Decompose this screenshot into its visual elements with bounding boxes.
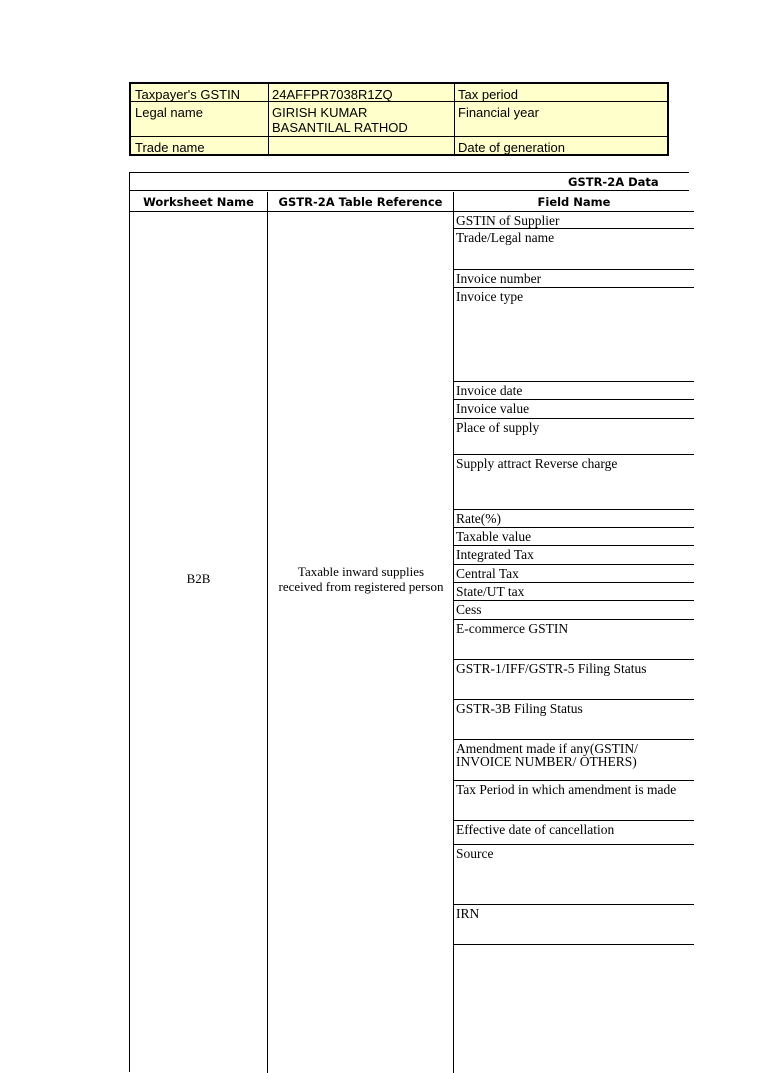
table-title: GSTR-2A Data (130, 173, 689, 191)
field-row: Invoice date (454, 382, 694, 400)
field-row: GSTR-1/IFF/GSTR-5 Filing Status (454, 660, 694, 700)
field-row: Trade/Legal name (454, 229, 694, 270)
field-row: Cess (454, 601, 694, 620)
field-row: Integrated Tax (454, 546, 694, 565)
field-row: GSTR-3B Filing Status (454, 700, 694, 740)
field-row: Invoice value (454, 400, 694, 419)
field-row: Central Tax (454, 565, 694, 583)
tax-period-label: Tax period (458, 87, 518, 102)
field-row: GSTIN of Supplier (454, 212, 694, 229)
table-reference-cell (278, 212, 444, 945)
legal-name-value: GIRISH KUMAR BASANTILAL RATHOD (272, 105, 408, 135)
field-row: IRN (454, 905, 694, 945)
field-row: Tax Period in which amendment is made (454, 781, 694, 821)
field-row: Taxable value (454, 528, 694, 546)
date-of-generation-label: Date of generation (458, 140, 565, 155)
table-reference: Taxable inward supplies received from registered person (278, 563, 444, 594)
trade-name-value (269, 138, 275, 142)
column-header-reference: GSTR-2A Table Reference (268, 192, 454, 212)
gstr2a-data-table (129, 172, 689, 1072)
field-row: Invoice type (454, 288, 694, 382)
field-row: Supply attract Reverse charge (454, 455, 694, 510)
financial-year-label: Financial year (458, 105, 539, 120)
field-row: State/UT tax (454, 583, 694, 601)
column-header-worksheet: Worksheet Name (130, 192, 268, 212)
worksheet-name-cell (130, 212, 267, 945)
field-row: Source (454, 845, 694, 905)
gstin-label: Taxpayer's GSTIN (135, 87, 241, 102)
gstin-value: 24AFFPR7038R1ZQ (272, 87, 393, 102)
taxpayer-info-table (129, 82, 669, 156)
field-row: Rate(%) (454, 510, 694, 528)
legal-name-label: Legal name (135, 105, 203, 120)
field-row: Place of supply (454, 419, 694, 455)
trade-name-label: Trade name (135, 140, 205, 155)
field-row: E-commerce GSTIN (454, 620, 694, 660)
worksheet-name: B2B (186, 571, 211, 586)
field-row: Invoice number (454, 270, 694, 288)
column-header-field: Field Name (454, 192, 694, 212)
field-row: Effective date of cancellation (454, 821, 694, 845)
field-row: Amendment made if any(GSTIN/ INVOICE NUMBER/ OTHERS) (454, 740, 694, 781)
